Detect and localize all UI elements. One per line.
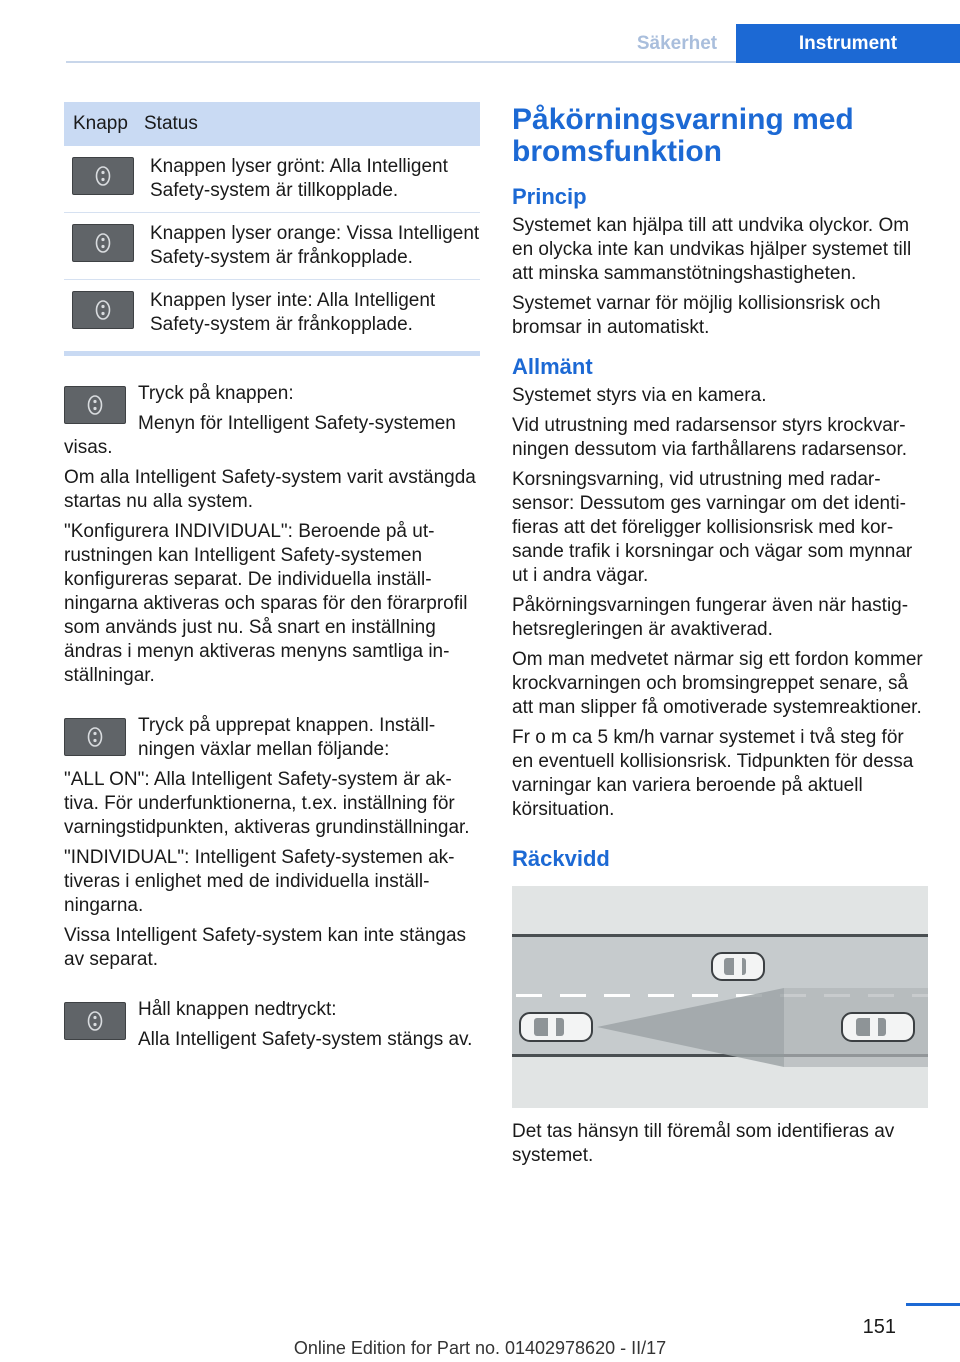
footer-rule [906,1303,960,1306]
hold-instruction [64,998,480,1058]
safety-button-icon [64,718,126,756]
header-chapter-tab[interactable]: Instrument [736,24,960,63]
press-instruction [64,382,480,694]
paragraph: Korsningsvarning, vid utrustning med radarsensor: Dessutom ges varningar om det identifieras att det föreligger kollisionsrisk med korsande trafik i korsningar och vägar som mynnar ut i andra vägar. [512,469,913,586]
heading-rackvidd: Räckvidd [512,846,610,871]
range-illustration [512,886,928,1108]
paragraph: Systemet styrs via en kamera. [512,385,767,406]
right-column [512,104,928,1174]
paragraph: Vissa Intelligent Safety-system kan inte stängas av separat. [64,925,467,970]
edition-footer: Online Edition for Part no. 01402978620 - II/17 [293,1338,667,1358]
safety-button-green-icon [72,157,134,195]
car-ahead [842,1013,914,1041]
paragraph: "ALL ON": Alla Intelligent Safety-system är aktiva. För underfunktionerna, t.ex. inställning för varningstidpunkten, aktiveras grundinställningar. [64,769,470,838]
paragraph: Vid utrustning med radarsensor styrs krockvarningen dessutom via farthållarens radarsensor. [512,415,908,460]
paragraph: Systemet kan hjälpa till att undvika olyckor. Om en olycka inte kan undvikas hjälper systemet till att minska sammanstötningshastigheten. [512,215,912,284]
table-row [64,213,480,280]
hold-line-2: Alla Intelligent Safety-system stängs av. [138,1029,473,1050]
table-header-status: Status [144,102,480,146]
repeat-instruction [64,714,480,978]
paragraph: "Konfigurera INDIVIDUAL": Beroende på utrustningen kan Intelligent Safety-systemen konfigureras separat. De individuella inställningarna aktiveras och sparas för den förarprofil som används just nu. Så snart en inställning ändras i menyn aktiveras menyns samtliga inställningar. [64,521,468,686]
press-line-2: Menyn för Intelligent Safety-systemen visas. [64,413,456,458]
paragraph: "INDIVIDUAL": Intelligent Safety-systemen aktiveras i enlighet med de individuella inställningarna. [64,847,455,916]
left-column [64,102,480,1078]
section-title: Påkörningsvarning med bromsfunktion [512,103,854,168]
paragraph: Om man medvetet närmar sig ett fordon kommer krockvarningen och bromsingreppet senare, så att man slipper få omotiverade systemreaktioner. [512,649,923,718]
safety-button-icon [64,1002,126,1040]
button-status-table [64,102,480,351]
table-bottom-rule [64,351,480,356]
page-number: 151 [862,1316,896,1338]
status-text: Knappen lyser inte: Alla Intelligent Safety-system är frånkopplade. [150,290,436,335]
table-header-row [64,102,480,146]
figure-caption: Det tas hänsyn till föremål som identifieras av systemet. [512,1121,895,1166]
table-row [64,280,480,352]
safety-button-off-icon [72,291,134,329]
status-text: Knappen lyser grönt: Alla Intelligent Safety-system är tillkopplade. [144,146,480,213]
safety-button-orange-icon [72,224,134,262]
car-front-lane [712,953,764,980]
safety-button-icon [64,386,126,424]
status-text: Knappen lyser orange: Vissa Intelligent Safety-system är frånkopplade. [144,213,480,280]
press-line-1: Tryck på knappen: [138,383,294,404]
hold-line-1: Håll knappen nedtryckt: [138,999,337,1020]
heading-princip: Princip [512,184,587,209]
repeat-line: Tryck på upprepat knappen. Inställningen växlar mellan följande: [138,715,436,760]
paragraph: Påkörningsvarningen fungerar även när hastighetsregleringen är avaktiverad. [512,595,909,640]
table-header-knapp: Knapp [64,102,144,146]
paragraph: Systemet varnar för möjlig kollisionsrisk och bromsar in automatiskt. [512,293,881,338]
road-detection-diagram [512,886,928,1108]
paragraph: Om alla Intelligent Safety-system varit avstängda startas nu alla system. [64,467,476,512]
header-section-tab[interactable]: Säkerhet [636,32,718,54]
car-ego [520,1013,592,1041]
heading-allmant: Allmänt [512,354,593,379]
paragraph: Fr o m ca 5 km/h varnar systemet i två steg för en eventuell kollisionsrisk. Tidpunkten för dessa varningar kan variera beroende på aktuell körsituation. [512,727,914,820]
table-row [64,146,480,213]
